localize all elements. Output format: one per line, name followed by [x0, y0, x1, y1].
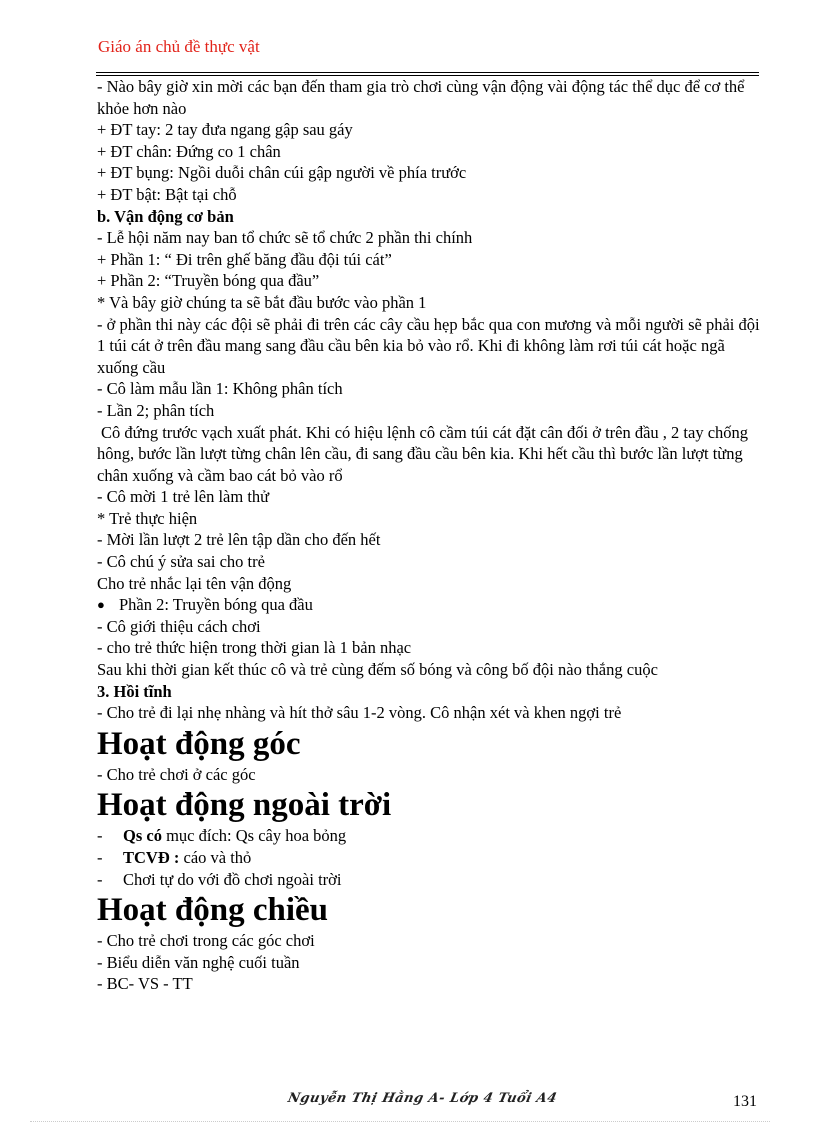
paragraph: - cho trẻ thức hiện trong thời gian là 1 bản nhạc	[97, 638, 412, 658]
paragraph: - Cho trẻ chơi ở các góc	[97, 764, 256, 784]
bullet-text: Phần 2: Truyền bóng qua đầu	[119, 595, 313, 615]
paragraph: + ĐT chân: Đứng co 1 chân	[97, 141, 281, 161]
list-dash: -	[97, 826, 103, 846]
paragraph: - Cô chú ý sửa sai cho trẻ	[97, 552, 265, 572]
page-header-title: Giáo án chủ đề thực vật	[98, 37, 260, 56]
subheading: 3. Hồi tĩnh	[97, 681, 172, 701]
paragraph: - BC- VS - TT	[97, 974, 193, 994]
paragraph: + Phần 2: “Truyền bóng qua đầu”	[97, 271, 320, 291]
paragraph: - ở phần thi này các đội sẽ phải đi trên các cây cầu hẹp bắc qua con mương và mỗi người sẽ phải đội 1 túi cát ở trên đầu mang sang đầu cầu bên kia bỏ vào rổ. Khi đi không làm rơi túi cát hoặc ngã xuống cầu	[97, 314, 760, 377]
paragraph: - Nào bây giờ xin mời các bạn đến tham gia trò chơi cùng vận động vài động tác thể dục để cơ thể khỏe hơn nào	[97, 77, 745, 118]
bullet-dot-icon: ●	[97, 597, 105, 613]
paragraph: Sau khi thời gian kết thúc cô và trẻ cùng đếm số bóng và công bố đội nào thắng cuộc	[97, 660, 658, 680]
list-dash: -	[97, 869, 103, 889]
list-item-text: mục đích: Qs cây hoa bỏng	[161, 826, 347, 846]
paragraph: - Mời lần lượt 2 trẻ lên tập dần cho đến hết	[97, 530, 381, 550]
section-heading-goc: Hoạt động góc	[97, 725, 301, 762]
list-dash: -	[97, 848, 103, 867]
list-item	[97, 869, 762, 891]
paragraph: - Cô mời 1 trẻ lên làm thử	[97, 487, 270, 507]
paragraph: - Lần 2; phân tích	[97, 400, 215, 420]
section-heading-chieu: Hoạt động chiều	[97, 892, 329, 929]
header-rule-top	[96, 72, 759, 73]
paragraph: - Biểu diễn văn nghệ cuối tuần	[97, 952, 300, 972]
paragraph: - Cho trẻ đi lại nhẹ nhàng và hít thở sâu 1-2 vòng. Cô nhận xét và khen ngợi trẻ	[97, 703, 622, 723]
section-heading-ngoai-troi: Hoạt động ngoài trời	[97, 787, 392, 824]
paragraph: + ĐT tay: 2 tay đưa ngang gập sau gáy	[97, 120, 353, 140]
paragraph: - Cô giới thiệu cách chơi	[97, 616, 261, 636]
list-item	[97, 825, 762, 847]
subheading: b. Vận động cơ bản	[97, 206, 234, 226]
list-item	[97, 847, 762, 869]
list-item-text: cáo và thỏ	[179, 848, 252, 867]
paragraph: + ĐT bụng: Ngồi duỗi chân cúi gập người về phía trước	[97, 163, 467, 183]
paragraph: - Cô làm mẫu lần 1: Không phân tích	[97, 379, 343, 399]
paragraph: Cô đứng trước vạch xuất phát. Khi có hiệu lệnh cô cầm túi cát đặt cân đối ở trên đầu , 2 tay chống hông, bước lần lượt từng chân lên cầu, đi sang đầu cầu bên kia. Khi hết cầu thì bước lần lượt từng chân xuống và cầm bao cát bỏ vào rổ	[97, 422, 749, 485]
paragraph: + ĐT bật: Bật tại chỗ	[97, 184, 237, 204]
list-item-bold: Qs có	[123, 826, 162, 846]
paragraph: + Phần 1: “ Đi trên ghế băng đầu đội túi cát”	[97, 249, 392, 269]
footer-rule	[30, 1121, 770, 1122]
paragraph: * Trẻ thực hiện	[97, 508, 198, 528]
paragraph: - Lễ hội năm nay ban tổ chức sẽ tổ chức 2 phần thi chính	[97, 228, 473, 248]
footer-signature: Nguyễn Thị Hằng A- Lớp 4 Tuổi A4	[286, 1091, 559, 1106]
list-item-text: Chơi tự do với đồ chơi ngoài trời	[123, 869, 342, 889]
paragraph: - Cho trẻ chơi trong các góc chơi	[97, 931, 315, 951]
bullet-list-item	[97, 594, 762, 616]
paragraph: * Và bây giờ chúng ta sẽ bắt đầu bước vào phần 1	[97, 292, 427, 312]
paragraph: Cho trẻ nhắc lại tên vận động	[97, 573, 292, 593]
list-item-bold: TCVĐ :	[123, 848, 180, 867]
page-number: 131	[733, 1093, 757, 1110]
lesson-content	[97, 76, 762, 995]
